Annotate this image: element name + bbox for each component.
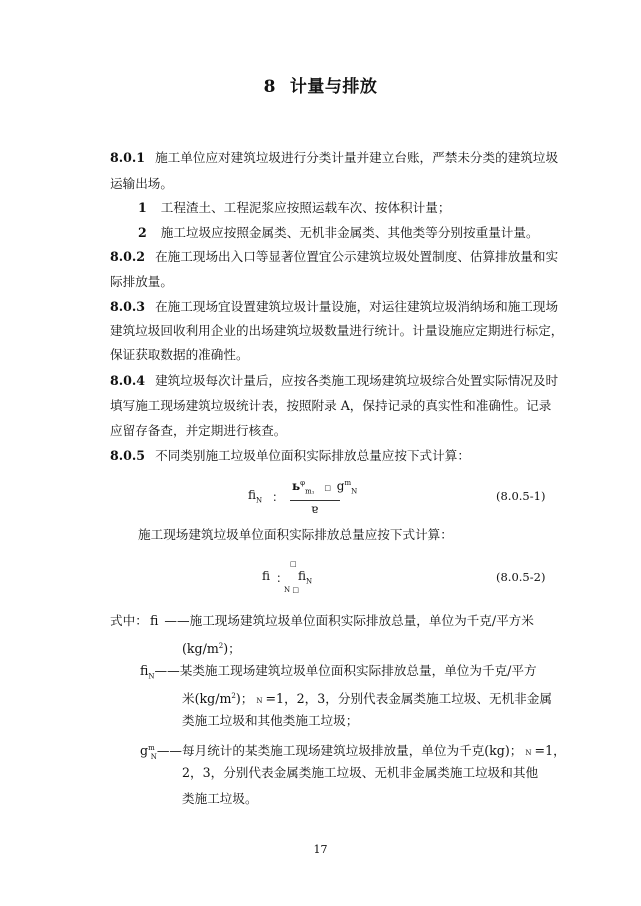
formula1-equation-number: (8.0.5-1) [496,489,546,503]
page-number: 17 [313,843,328,856]
formula1-fraction-bar [290,500,340,501]
legend-symbol: fi [140,663,149,678]
legend-text: )； [235,691,254,707]
clause-number: 8.0.3 [110,299,146,314]
clause-801-item1 [138,201,450,215]
clause-text: 不同类别施工垃圾单位面积实际排放总量应按下式计算： [155,448,470,463]
clause-text: 在施工现场出入口等显著位置宜公示建筑垃圾处置制度、估算排放量和实 [155,249,559,264]
legend-superscript: m [148,744,155,752]
item-text: 工程渣土、工程泥浆应按照运载车次、按体积计量； [160,200,451,215]
legend-item2-line3: 类施工垃圾和其他类施工垃圾； [182,713,359,728]
clause-number: 8.0.4 [110,373,146,388]
clause-804-line2: 填写施工现场建筑垃圾统计表，按照附录 A，保持记录的真实性和准确性。记录 [110,398,552,413]
clause-number: 8.0.1 [110,150,146,165]
legend-text: 米(kg/m [182,691,232,707]
numerator-term-g-subscript: N [351,487,358,496]
item-number: 1 [138,200,147,215]
clause-number: 8.0.2 [110,249,146,264]
legend-item2-line2 [182,689,552,708]
clause-804-line1 [110,374,558,388]
legend-item1-line2 [182,639,241,656]
clause-802-line2: 际排放量。 [110,274,173,289]
clause-802-line1 [110,250,558,264]
clause-text: 建筑垃圾每次计量后，应按各类施工现场建筑垃圾综合处置实际情况及时 [155,373,559,388]
formula1-denominator: ɐ [311,502,319,516]
item-text: 施工垃圾应按照金属类、无机非金属类、其他类等分别按重量计量。 [160,225,539,240]
numerator-term-a-superscript: φ [300,479,306,487]
legend-item2-line1 [140,664,537,684]
section-heading [0,72,641,97]
clause-number: 8.0.5 [110,448,146,463]
clause-801-line2: 运输出场。 [110,176,173,191]
legend-subscript: N [256,697,263,706]
legend-subscript: N [150,752,157,761]
clause-803-line3: 保证获取数据的准确性。 [110,347,249,362]
formula1-lhs-symbol: fi [248,488,257,502]
legend-text: =1，2，3，分别代表金属类施工垃圾、无机非金属 [265,691,552,707]
formula2-term [298,569,312,585]
section-title: 计量与排放 [289,77,378,97]
clause-801-line1 [110,151,558,165]
clause-804-line3: 应留存备查，并定期进行核查。 [110,423,287,438]
clause-805-line2: 施工现场建筑垃圾单位面积实际排放总量应按下式计算： [138,527,453,542]
clause-text: 在施工现场宜设置建筑垃圾计量设施，对运往建筑垃圾消纳场和施工现场 [155,299,559,314]
numerator-placeholder: □ [324,484,331,492]
formula2-sum-top: □ [290,560,297,568]
section-number: 8 [263,77,276,97]
legend-item3-line2: 2，3，分别代表金属类施工垃圾、无机非金属类施工垃圾和其他 [182,765,539,780]
legend-text: ——施工现场建筑垃圾单位面积实际排放总量，单位为千克/平方米 [164,613,534,628]
numerator-term-a-subscript: m₁ [305,487,315,496]
numerator-term-g-superscript: m [344,479,352,487]
legend-subscript: N [148,672,155,681]
legend-symbol: g [140,743,149,759]
formula2-equals: ： [276,571,289,585]
legend-text: ——每月统计的某类施工现场建筑垃圾排放量，单位为千克(kg)； [156,743,523,759]
legend-superscript: 2 [218,642,224,650]
clause-803-line2: 建筑垃圾回收利用企业的出场建筑垃圾数量进行统计。计量设施应定期进行标定， [110,323,564,338]
item-number: 2 [138,225,147,240]
clause-text: 施工单位应对建筑垃圾进行分类计量并建立台账，严禁未分类的建筑垃圾 [155,150,559,165]
numerator-term-a: ь [292,479,301,493]
numerator-term-g: g [336,479,345,493]
clause-801-item2 [138,226,539,240]
legend-text: )； [223,641,241,657]
formula2-sum-bottom: N □ [284,586,299,594]
formula1-lhs [248,488,262,504]
legend-item3-line1 [140,741,566,764]
legend-item1-line1 [150,614,534,628]
legend-text: (kg/m [182,641,219,657]
legend-text: ——某类施工现场建筑垃圾单位面积实际排放总量，单位为千克/平方 [154,663,537,678]
legend-subscript: N [525,749,532,758]
formula1-numerator [292,479,357,495]
formula2-lhs: fi [262,569,271,583]
formula2-term-subscript: N [306,577,313,586]
clause-803-line1 [110,300,558,314]
formula2-term-symbol: fi [298,569,307,583]
formula1-equals: ： [272,490,285,504]
legend-prefix: 式中： [110,613,148,628]
legend-item3-line3: 类施工垃圾。 [182,791,258,806]
clause-805-line1 [110,449,470,463]
formula2-equation-number: (8.0.5-2) [496,570,546,584]
legend-symbol: fi [150,613,159,628]
legend-superscript: 2 [231,692,236,700]
legend-text: =1， [534,743,566,759]
formula1-lhs-subscript: N [256,496,263,505]
